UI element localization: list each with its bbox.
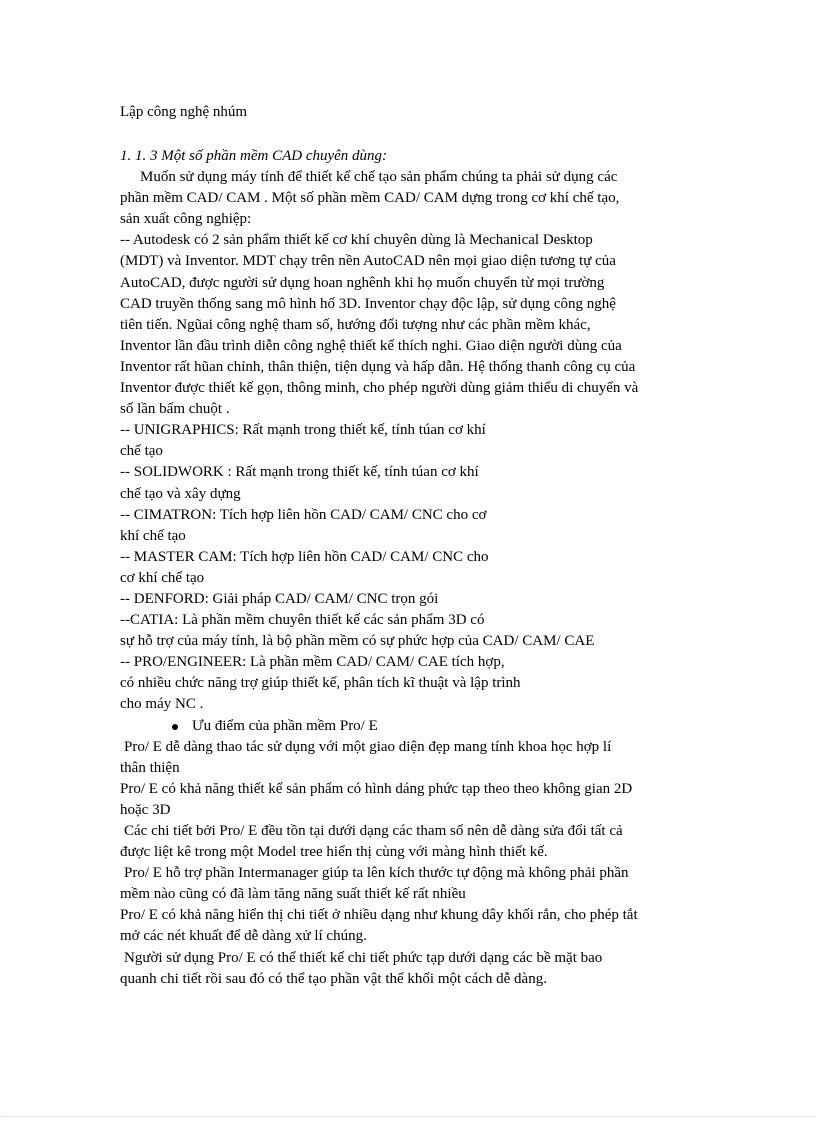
paragraph-line: số lần bấm chuột . [120, 401, 230, 418]
software-item: -- PRO/ENGINEER: Là phần mềm CAD/ CAM/ CAE tích hợp, [120, 654, 505, 671]
section-heading: 1. 1. 3 Một số phần mềm CAD chuyên dùng: [120, 148, 388, 164]
software-item: có nhiều chức năng trợ giúp thiết kế, phân tích kĩ thuật và lập trình [120, 675, 521, 692]
advantage-line: Pro/ E hỗ trợ phần Intermanager giúp ta lên kích thước tự động mà không phải phần [124, 865, 629, 882]
software-item: -- CIMATRON: Tích hợp liên hồn CAD/ CAM/ CNC cho cơ [120, 506, 487, 523]
paragraph-line: sản xuất công nghiệp: [120, 211, 252, 228]
advantage-line: thân thiện [120, 759, 180, 776]
paragraph-line: phần mềm CAD/ CAM . Một số phần mềm CAD/ CAM dựng trong cơ khí chế tạo, [120, 190, 620, 207]
page-bottom-border [0, 1116, 816, 1117]
software-item: chế tạo [120, 443, 163, 460]
advantage-line: được liệt kê trong một Model tree hiển thị cùng với màng hình thiết kế. [120, 844, 548, 861]
paragraph-line: Muốn sử dụng máy tính để thiết kế chế tạo sản phẩm chúng ta phải sử dụng các [140, 169, 618, 186]
software-item: chế tạo và xây dựng [120, 485, 241, 502]
advantage-line: Người sử dụng Pro/ E có thể thiết kế chi tiết phức tạp dưới dạng các bề mặt bao [124, 949, 603, 966]
software-item: -- MASTER CAM: Tích hợp liên hồn CAD/ CAM/ CNC cho [120, 548, 489, 565]
paragraph-line: tiên tiến. Ngũai công nghệ tham số, hướng đối tượng như các phần mềm khác, [120, 316, 591, 333]
software-item: sự hỗ trợ của máy tính, là bộ phần mềm có sự phức hợp của CAD/ CAM/ CAE [120, 633, 595, 650]
software-item: -- SOLIDWORK : Rất mạnh trong thiết kế, tính túan cơ khí [120, 464, 479, 481]
advantage-line: hoặc 3D [120, 801, 171, 818]
software-item: --CATIA: Là phần mềm chuyên thiết kế các sản phẩm 3D có [120, 612, 485, 629]
paragraph-line: Inventor rất hũan chỉnh, thân thiện, tiện dụng và hấp dẫn. Hệ thống thanh công cụ của [120, 358, 636, 375]
advantage-line: mở các nét khuất để dễ dàng xử lí chúng. [120, 928, 367, 945]
software-item: cho máy NC . [120, 696, 204, 713]
advantage-line: Các chi tiết bởi Pro/ E đều tồn tại dưới dạng các tham số nên dễ dàng sửa đổi tất cả [124, 823, 623, 839]
paragraph-line: CAD truyền thống sang mô hình hố 3D. Inventor chạy độc lập, sử dụng công nghệ [120, 295, 616, 312]
paragraph-line: Inventor lần đầu trình diễn công nghệ thiết kế thích nghi. Giao diện người dùng của [120, 337, 622, 354]
page-header: Lập công nghệ nhúm [120, 104, 248, 120]
advantage-line: mềm nào cũng có đã làm tăng năng suất thiết kế rất nhiều [120, 886, 466, 903]
software-item: khí chế tạo [120, 527, 186, 544]
software-item: -- UNIGRAPHICS: Rất mạnh trong thiết kế, tính túan cơ khí [120, 422, 486, 439]
paragraph-line: Inventor được thiết kế gọn, thông minh, cho phép người dùng giảm thiểu di chuyển và [120, 380, 639, 397]
bullet-text: Ưu điểm của phần mềm Pro/ E [192, 717, 378, 734]
paragraph-line: AutoCAD, được người sử dụng hoan nghênh khi họ muốn chuyển từ mọi trường [120, 274, 605, 291]
advantage-line: Pro/ E dễ dàng thao tác sử dụng với một giao diện đẹp mang tính khoa học hợp lí [124, 738, 612, 755]
software-item: -- DENFORD: Giải pháp CAD/ CAM/ CNC trọn gói [120, 590, 439, 607]
paragraph-line: -- Autodesk có 2 sản phẩm thiết kế cơ khí chuyên dùng là Mechanical Desktop [120, 232, 593, 249]
bullet-item [120, 716, 730, 737]
bullet-dot-icon [172, 724, 178, 730]
advantage-line: Pro/ E có khả năng thiết kế sản phẩm có hình dáng phức tạp theo theo không gian 2D [120, 780, 633, 797]
advantage-line: quanh chi tiết rồi sau đó có thể tạo phần vật thể khối một cách dễ dàng. [120, 970, 547, 987]
paragraph-line: (MDT) và Inventor. MDT chạy trên nền AutoCAD nên mọi giao diện tương tự của [120, 253, 616, 270]
document-body [120, 146, 730, 990]
software-item: cơ khí chế tạo [120, 569, 205, 586]
advantage-line: Pro/ E có khả năng hiển thị chi tiết ở nhiều dạng như khung dây khối rắn, cho phép tắt [120, 907, 638, 924]
